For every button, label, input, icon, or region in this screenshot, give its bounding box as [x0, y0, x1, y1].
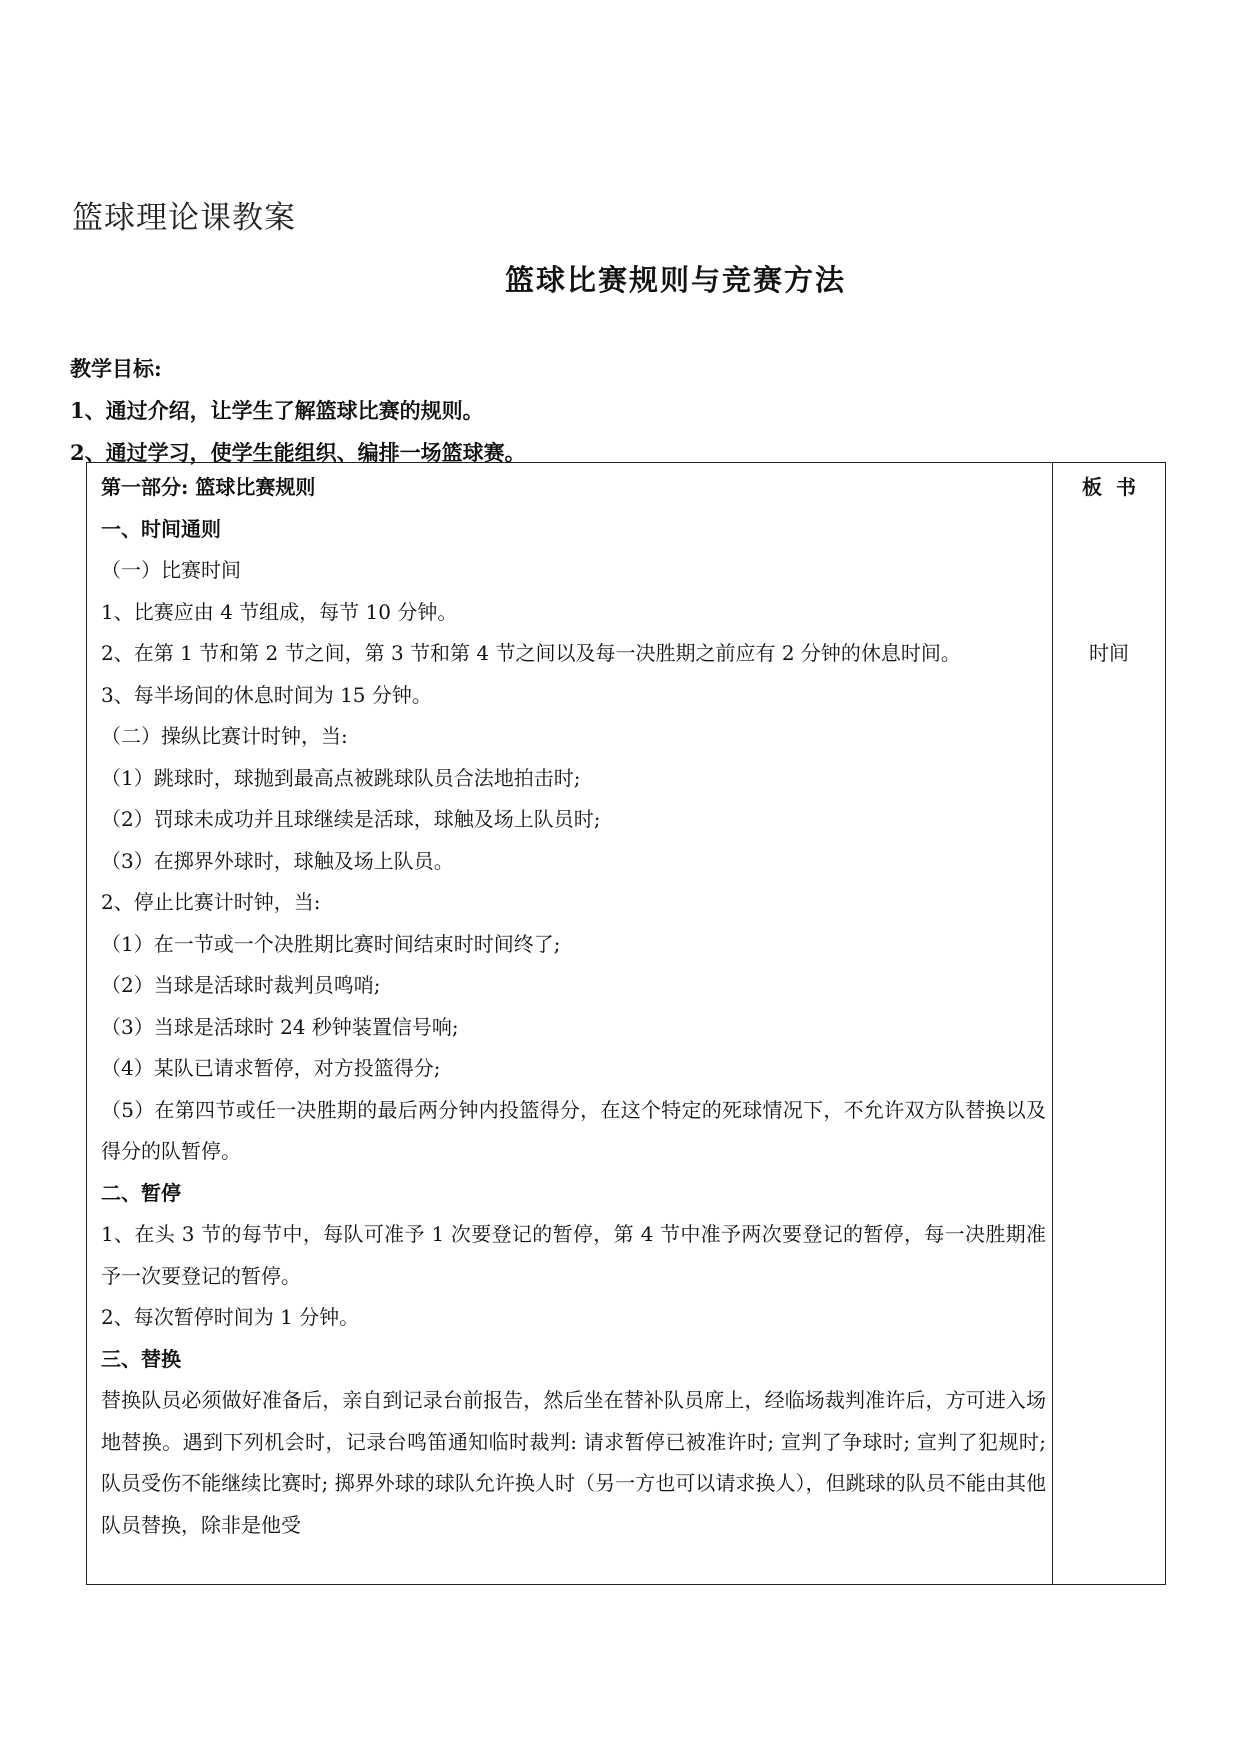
content-line: （1）在一节或一个决胜期比赛时间结束时时间终了;	[101, 931, 561, 956]
content-line: （4）某队已请求暂停，对方投篮得分;	[101, 1056, 441, 1080]
section-heading-timeout: 二、暂停	[101, 1180, 181, 1205]
content-line: 1、比赛应由 4 节组成，每节 10 分钟。	[101, 599, 458, 624]
objective-item: 2、通过学习，使学生能组织、编排一场篮球赛。	[70, 440, 526, 465]
part-heading: 第一部分: 篮球比赛规则	[101, 475, 316, 499]
content-paragraph: 2、在第 1 节和第 2 节之间，第 3 节和第 4 节之间以及每一决胜期之前应有 2 分钟的休息时间。	[101, 641, 961, 665]
board-header: 板书	[1082, 475, 1150, 499]
subsection-game-time: （一）比赛时间	[101, 558, 241, 582]
content-line: （1）跳球时，球抛到最高点被跳球队员合法地拍击时;	[101, 765, 581, 790]
content-column	[101, 467, 1046, 1546]
content-line: 3、每半场间的休息时间为 15 分钟。	[101, 682, 432, 707]
board-column	[1053, 467, 1165, 665]
section-heading-substitution: 三、替换	[101, 1346, 181, 1371]
subsection-clock-start: （二）操纵比赛计时钟，当:	[101, 724, 348, 748]
content-line: （3）在掷界外球时，球触及场上队员。	[101, 848, 454, 873]
column-divider	[1052, 463, 1053, 1584]
document-title: 篮球比赛规则与竞赛方法	[504, 263, 846, 297]
content-paragraph: （5）在第四节或任一决胜期的最后两分钟内投篮得分，在这个特定的死球情况下，不允许双方队替换以及得分的队暂停。	[101, 1097, 1046, 1163]
board-entry: 时间	[1089, 641, 1129, 665]
content-paragraph: 1、在头 3 节的每节中，每队可准予 1 次要登记的暂停，第 4 节中准予两次要登记的暂停，每一决胜期准予一次要登记的暂停。	[101, 1222, 1046, 1288]
objective-item: 1、通过介绍，让学生了解篮球比赛的规则。	[70, 398, 484, 423]
content-line: 2、停止比赛计时钟，当:	[101, 890, 321, 914]
content-line: 2、每次暂停时间为 1 分钟。	[101, 1305, 360, 1329]
document-header: 篮球理论课教案	[72, 200, 296, 236]
lesson-table	[86, 462, 1166, 1585]
content-line: （2）当球是活球时裁判员鸣哨;	[101, 973, 381, 997]
section-heading-time-rules: 一、时间通则	[101, 516, 221, 541]
teaching-objectives	[70, 348, 526, 474]
content-line: （3）当球是活球时 24 秒钟装置信号响;	[101, 1014, 459, 1039]
objectives-heading: 教学目标:	[70, 356, 162, 381]
content-paragraph: 替换队员必须做好准备后，亲自到记录台前报告，然后坐在替补队员席上，经临场裁判准许后，方可进入场地替换。遇到下列机会时，记录台鸣笛通知临时裁判: 请求暂停已被准许时; 宣判了争球时; 宣判了犯规时; 队员受伤不能继续比赛时; 掷界外球的球队允许换人时（另一方也可以请求换人），但跳球的队员不能由其他队员替换，除非是他受	[101, 1388, 1046, 1537]
content-line: （2）罚球未成功并且球继续是活球，球触及场上队员时;	[101, 807, 601, 831]
